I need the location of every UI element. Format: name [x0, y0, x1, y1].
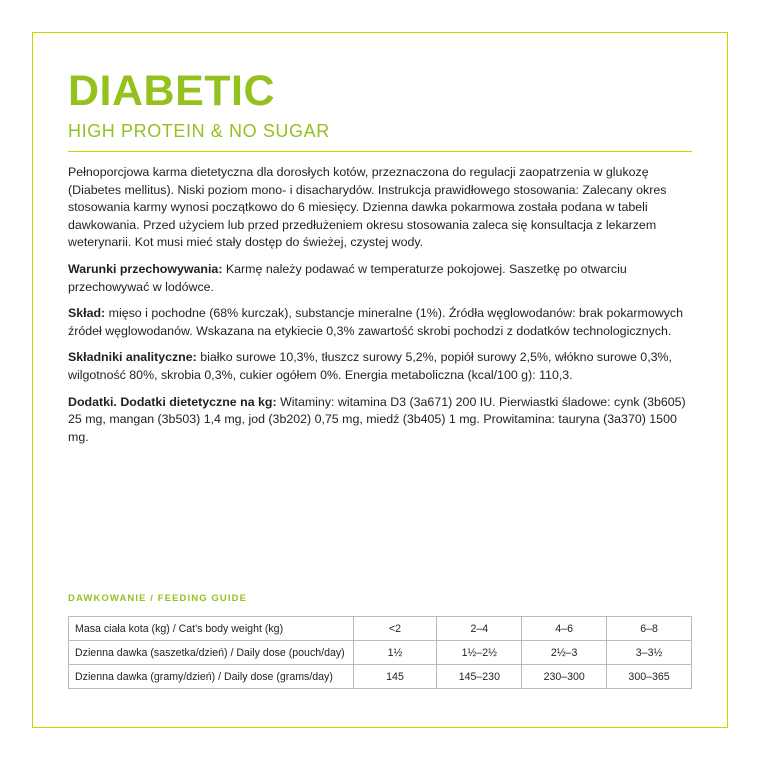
feeding-table — [68, 616, 692, 689]
analytical-paragraph — [68, 349, 692, 384]
row-value: 6–8 — [607, 617, 692, 641]
row-value: 2–4 — [437, 617, 522, 641]
title-divider — [68, 151, 692, 152]
composition-label: Skład: — [68, 306, 106, 321]
row-value: <2 — [353, 617, 437, 641]
row-label: Dzienna dawka (saszetka/dzień) / Daily dose (pouch/day) — [69, 641, 354, 665]
row-value: 145–230 — [437, 665, 522, 689]
table-row — [69, 617, 692, 641]
row-value: 230–300 — [522, 665, 607, 689]
row-value: 300–365 — [607, 665, 692, 689]
row-value: 3–3½ — [607, 641, 692, 665]
composition-paragraph — [68, 305, 692, 340]
storage-paragraph — [68, 261, 692, 296]
row-value: 1½–2½ — [437, 641, 522, 665]
table-row — [69, 641, 692, 665]
page-subtitle: HIGH PROTEIN & NO SUGAR — [68, 121, 330, 141]
additives-label: Dodatki. Dodatki dietetyczne na kg: — [68, 394, 277, 409]
description-block — [68, 164, 692, 446]
table-row — [69, 665, 692, 689]
storage-text: Karmę należy podawać w temperaturze pokojowej. Saszetkę po otwarciu przechowywać w lodówce. — [68, 261, 627, 294]
row-value: 4–6 — [522, 617, 607, 641]
feeding-guide-heading: DAWKOWANIE / FEEDING GUIDE — [68, 593, 248, 604]
row-value: 145 — [353, 665, 437, 689]
analytical-label: Składniki analityczne: — [68, 350, 197, 365]
additives-text: Witaminy: witamina D3 (3a671) 200 IU. Pierwiastki śladowe: cynk (3b605) 25 mg, mangan (3b503) 1,4 mg, jod (3b202) 0,75 mg, miedź (3b405) 1 mg. Prowitamina: tauryna (3a370) 1500 mg. — [68, 394, 686, 444]
row-label: Dzienna dawka (gramy/dzień) / Daily dose (grams/day) — [69, 665, 354, 689]
page-title: DIABETIC — [68, 67, 276, 115]
row-value: 2½–3 — [522, 641, 607, 665]
label-content — [68, 68, 692, 700]
additives-paragraph — [68, 394, 692, 447]
storage-label: Warunki przechowywania: — [68, 261, 223, 276]
row-value: 1½ — [353, 641, 437, 665]
row-label: Masa ciała kota (kg) / Cat's body weight (kg) — [69, 617, 354, 641]
feeding-table-wrapper — [68, 616, 692, 689]
composition-text: mięso i pochodne (68% kurczak), substancje mineralne (1%). Źródła węglowodanów: brak pokarmowych źródeł węglowodanów. Wskazana na etykiecie 0,3% zawartość skrobi pochodzi z dodatków technologicznych. — [68, 306, 683, 338]
analytical-text: białko surowe 10,3%, tłuszcz surowy 5,2%, popiół surowy 2,5%, włókno surowe 0,3%, wilgotność 80%, skrobia 0,3%, cukier ogółem 0%. Energia metaboliczna (kcal/100 g): 110,3. — [68, 350, 672, 382]
intro-paragraph: Pełnoporcjowa karma dietetyczna dla dorosłych kotów, przeznaczona do regulacji zaopatrzenia w glukozę (Diabetes mellitus). Niski poziom mono- i disacharydów. Instrukcja prawidłowego stosowania: Zalecany okres stosowania karmy wynosi początkowo do 6 miesięcy. Dzienna dawka pokarmowa została podana w tabeli dawkowania. Przed użyciem lub przed przedłużeniem okresu stosowania zaleca się konsultacja z lekarzem weterynarii. Kot musi mieć stały dostęp do świeżej, czystej wody. — [68, 165, 667, 250]
